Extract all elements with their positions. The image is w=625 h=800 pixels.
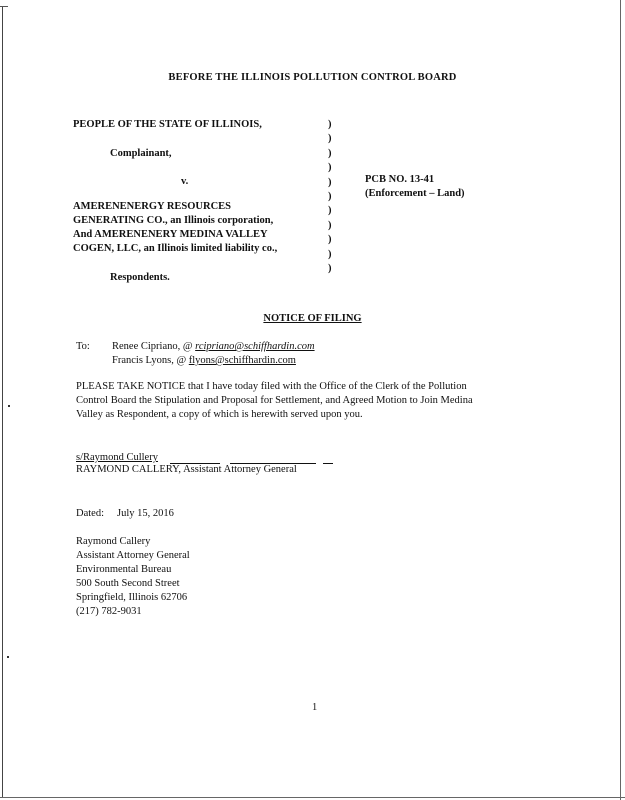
versus: v. (181, 176, 189, 187)
recipient (112, 340, 315, 354)
recipient-name: Renee Cipriano, @ (112, 341, 196, 352)
address-line: 500 South Second Street (76, 578, 180, 589)
scan-border-top (0, 6, 8, 7)
caption-paren: ) (328, 262, 332, 274)
caption-paren: ) (328, 176, 332, 188)
notice-body-line: Control Board the Stipulation and Proposal for Settlement, and Agreed Motion to Join Medina (76, 395, 473, 406)
scan-speck (8, 405, 10, 407)
page-number: 1 (312, 702, 318, 713)
caption-paren: ) (328, 248, 332, 260)
plaintiff-role: Complainant, (110, 148, 172, 159)
caption-paren: ) (328, 162, 332, 174)
defendant-line: And AMERENENERY MEDINA VALLEY (73, 229, 268, 240)
address-line: Assistant Attorney General (76, 550, 190, 561)
signature-printed: RAYMOND CALLERY, Assistant Attorney General (76, 464, 297, 475)
recipient (112, 354, 296, 368)
caption-paren: ) (328, 234, 332, 246)
address-line: Environmental Bureau (76, 564, 172, 575)
recipient-name: Francis Lyons, @ (112, 355, 189, 366)
caption-paren: ) (328, 119, 332, 130)
to-label: To: (76, 341, 90, 352)
defendant-line: AMERENENERGY RESOURCES (73, 201, 232, 212)
plaintiff-name: PEOPLE OF THE STATE OF ILLINOIS, (73, 119, 262, 130)
scan-border-right (620, 0, 621, 800)
recipient-email-link[interactable]: rcipriano@schiffhardin.com (195, 341, 315, 352)
dated-value: July 15, 2016 (117, 508, 174, 519)
signature-line (323, 463, 333, 464)
notice-body-line: PLEASE TAKE NOTICE that I have today filed with the Office of the Clerk of the Pollution (76, 381, 467, 392)
scan-speck (7, 656, 9, 658)
address-line: (217) 782-9031 (76, 606, 142, 617)
signature-signed: s/Raymond Cullery (76, 452, 158, 463)
notice-body-line: Valley as Respondent, a copy of which is herewith served upon you. (76, 409, 363, 420)
defendant-role: Respondents. (110, 272, 170, 283)
board-title: BEFORE THE ILLINOIS POLLUTION CONTROL BOARD (168, 72, 457, 83)
dated-label: Dated: (76, 508, 104, 519)
caption-divider (328, 118, 332, 276)
caption-paren: ) (328, 190, 332, 202)
case-number: PCB NO. 13-41 (365, 174, 435, 185)
caption-paren: ) (328, 147, 332, 159)
defendant-line: COGEN, LLC, an Illinois limited liability co., (73, 243, 278, 254)
defendant-line: GENERATING CO., an Illinois corporation, (73, 215, 274, 226)
address-line: Raymond Callery (76, 536, 151, 547)
caption-paren: ) (328, 219, 332, 231)
scan-border-left (2, 6, 3, 798)
notice-heading: NOTICE OF FILING (263, 313, 362, 324)
scan-border-bottom (0, 797, 625, 798)
caption-paren: ) (328, 133, 332, 145)
address-line: Springfield, Illinois 62706 (76, 592, 188, 603)
recipient-email-link[interactable]: flyons@schiffhardin.com (188, 355, 296, 366)
case-type: (Enforcement – Land) (365, 188, 465, 199)
caption-paren: ) (328, 205, 332, 217)
